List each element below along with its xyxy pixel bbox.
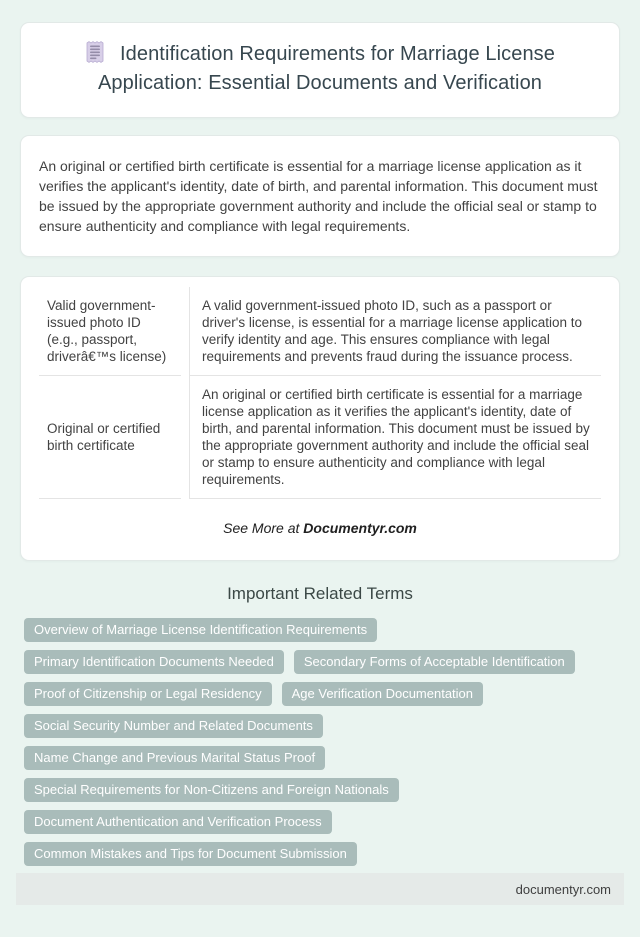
related-terms-list	[24, 618, 616, 866]
related-term-tag[interactable]: Secondary Forms of Acceptable Identification	[294, 650, 575, 674]
related-terms-heading: Important Related Terms	[227, 584, 413, 603]
table-row	[39, 376, 601, 499]
description-cell: An original or certified birth certificate is essential for a marriage license application as it verifies the applicant's identity, date of birth, and parental information. This document must be issued by the appropriate government authority and include the official seal or stamp to ensure authenticity and compliance with legal requirements.	[189, 376, 601, 499]
related-term-tag[interactable]: Age Verification Documentation	[282, 682, 483, 706]
related-term-tag[interactable]: Primary Identification Documents Needed	[24, 650, 284, 674]
footer-site-text: documentyr.com	[515, 881, 611, 897]
related-term-tag[interactable]: Special Requirements for Non-Citizens and Foreign Nationals	[24, 778, 399, 802]
related-term-tag[interactable]: Overview of Marriage License Identification Requirements	[24, 618, 377, 642]
see-more-prefix: See More at	[223, 520, 304, 536]
page-title	[79, 40, 561, 98]
table-row	[39, 287, 601, 376]
header-card	[20, 22, 620, 118]
requirements-card	[20, 276, 620, 561]
related-term-tag[interactable]: Proof of Citizenship or Legal Residency	[24, 682, 272, 706]
see-more-brand: Documentyr.com	[303, 520, 417, 536]
intro-text: An original or certified birth certificate is essential for a marriage license application as it verifies the applicant's identity, date of birth, and parental information. This document must be issued by the appropriate government authority and include the official seal or stamp to ensure authenticity and compliance with legal requirements.	[39, 158, 598, 234]
term-cell: Original or certified birth certificate	[39, 376, 181, 499]
related-term-tag[interactable]: Name Change and Previous Marital Status Proof	[24, 746, 325, 770]
requirements-table	[31, 287, 609, 499]
see-more-line	[31, 520, 609, 536]
term-cell: Valid government-issued photo ID (e.g., passport, driverâ€™s license)	[39, 287, 181, 376]
related-term-tag[interactable]: Common Mistakes and Tips for Document Submission	[24, 842, 357, 866]
related-term-tag[interactable]: Social Security Number and Related Documents	[24, 714, 323, 738]
related-term-tag[interactable]: Document Authentication and Verification Process	[24, 810, 332, 834]
description-cell: A valid government-issued photo ID, such as a passport or driver's license, is essential for a marriage license application to verify identity and age. This ensures compliance with legal requirements and prevents fraud during the issuance process.	[189, 287, 601, 376]
footer-bar	[16, 873, 624, 905]
receipt-icon	[85, 40, 105, 64]
intro-card	[20, 135, 620, 257]
page-title-text: Identification Requirements for Marriage License Application: Essential Documents and Verification	[97, 43, 555, 94]
